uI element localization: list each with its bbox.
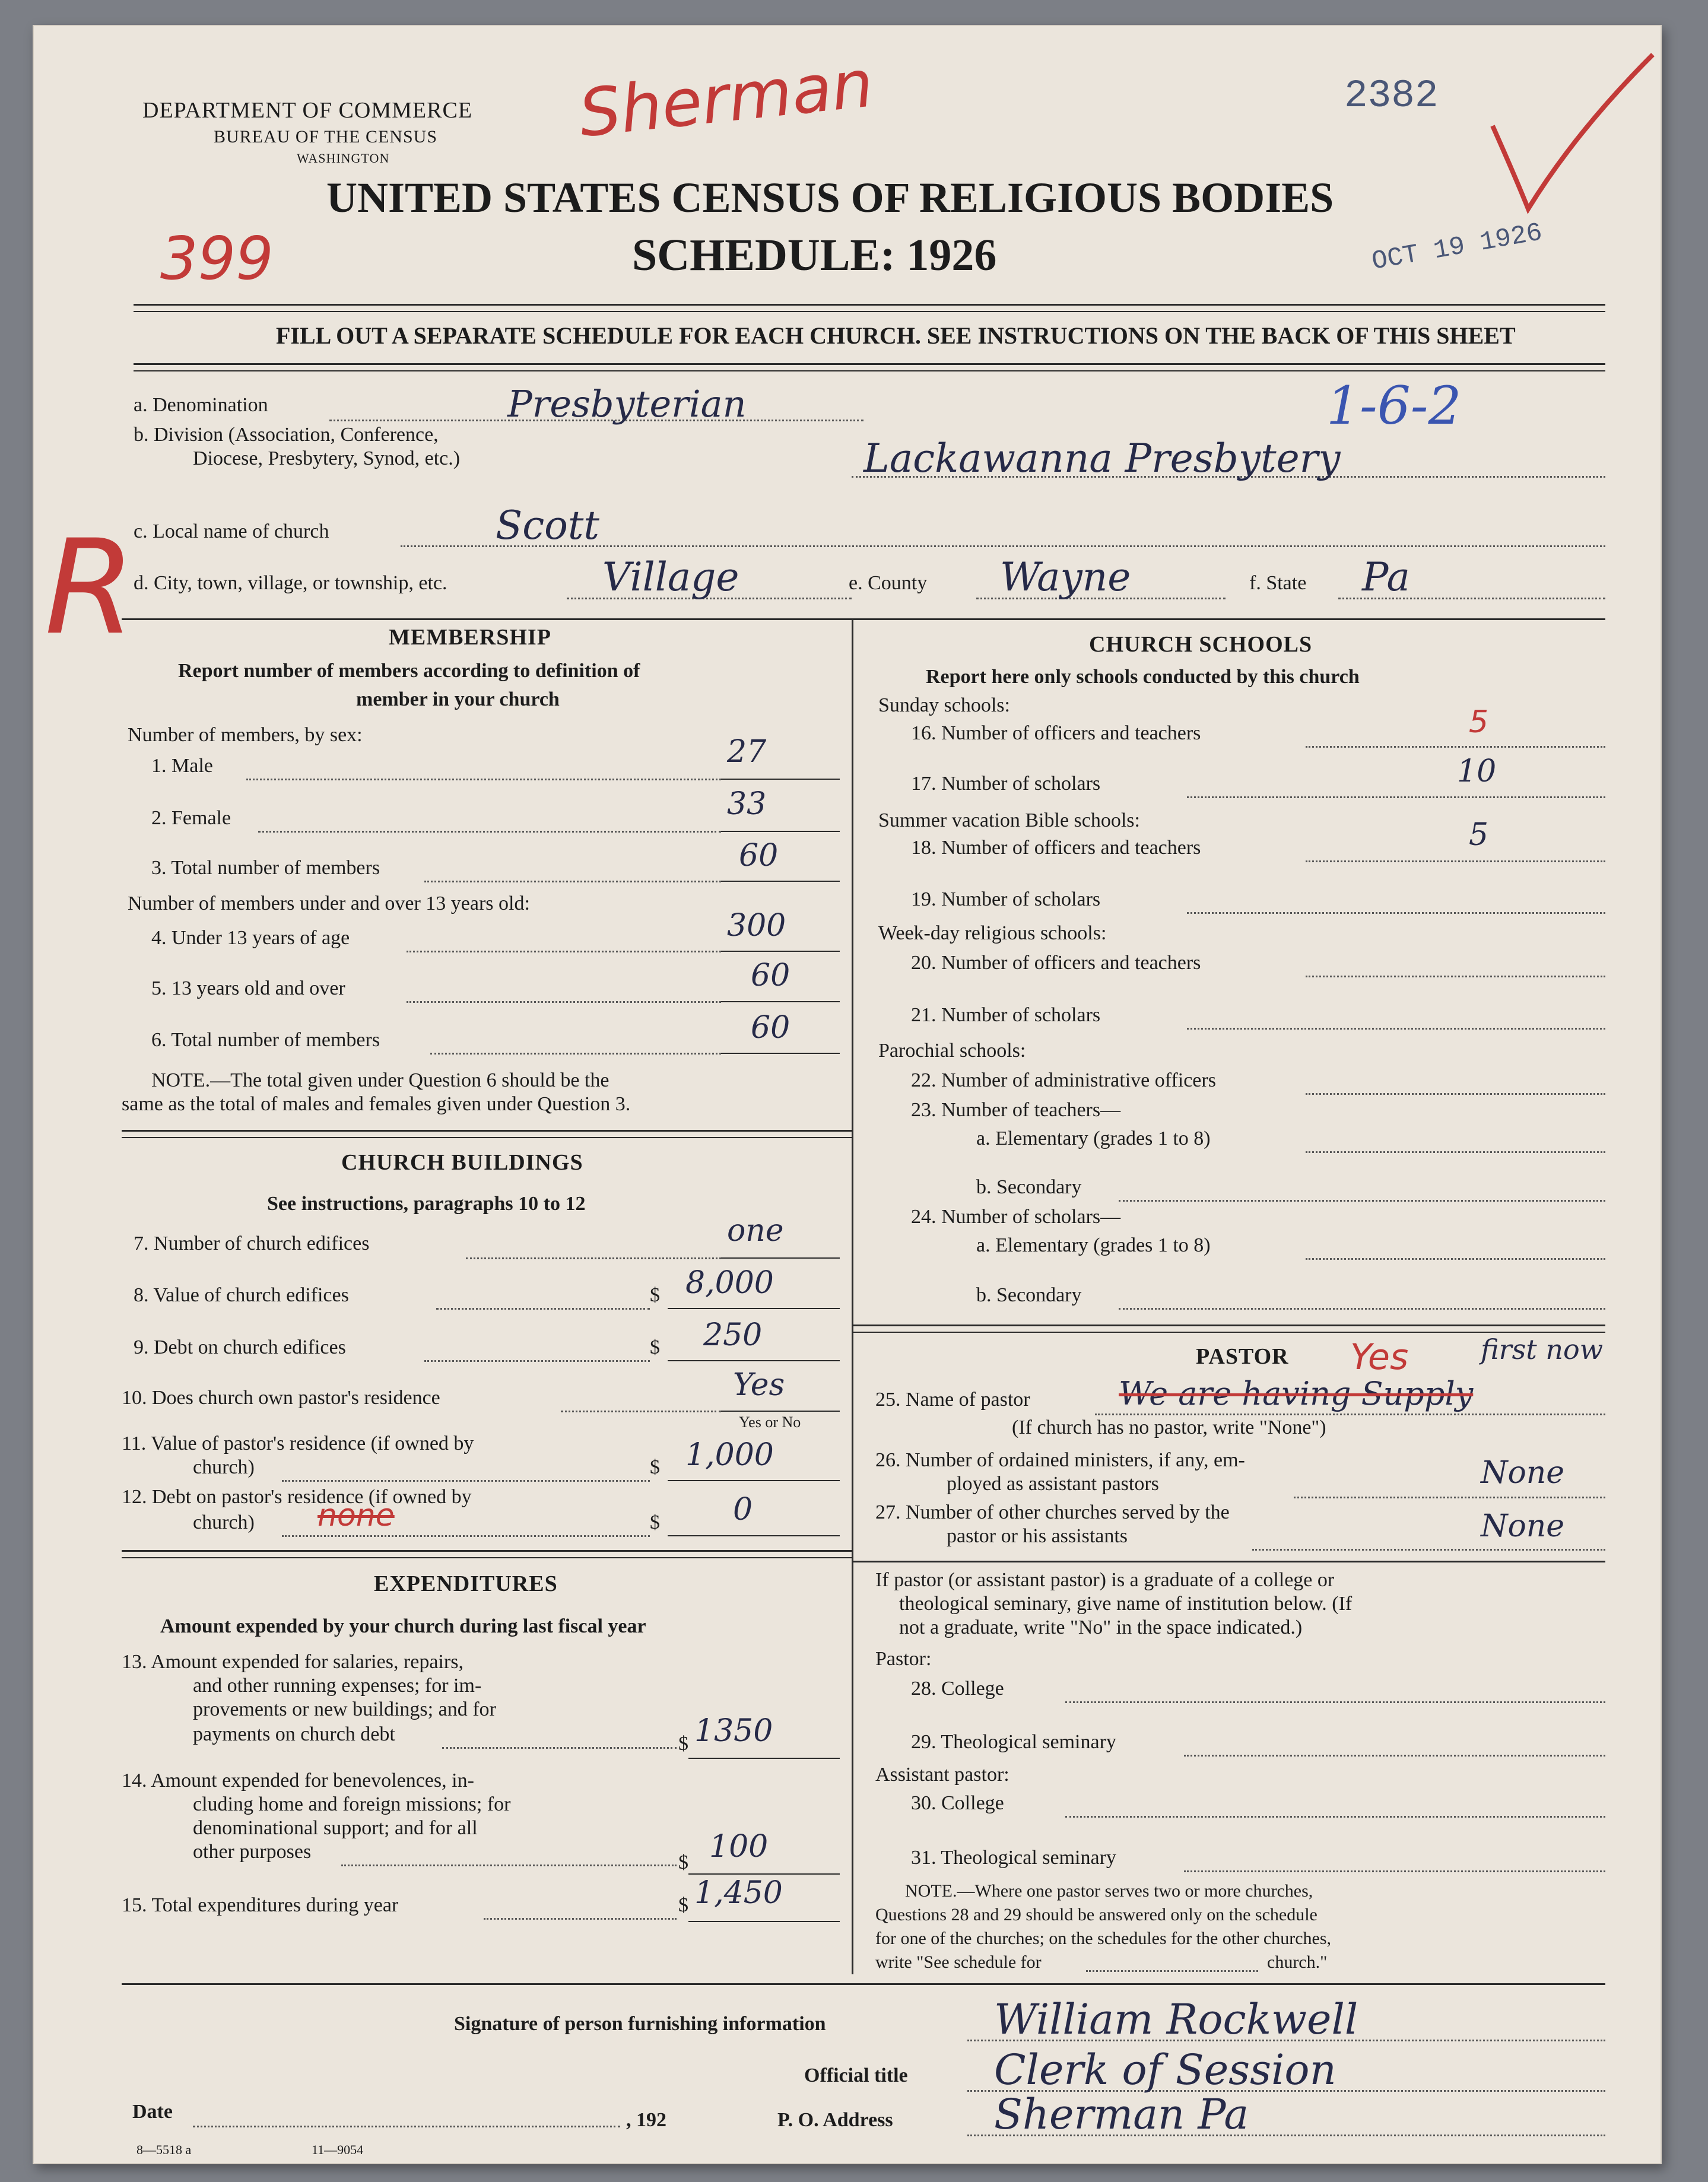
q25-instruction: (If church has no pastor, write "None") bbox=[1012, 1416, 1326, 1438]
division-value: Lackawanna Presbytery bbox=[863, 436, 1341, 481]
red-margin-letter: R bbox=[45, 512, 135, 663]
membership-sub-2: member in your church bbox=[356, 688, 560, 710]
pastor-note-1: NOTE.—Where one pastor serves two or more churches, bbox=[905, 1881, 1313, 1901]
q4-value: 300 bbox=[727, 908, 786, 944]
state-label: f. State bbox=[1249, 572, 1307, 594]
pastor-note-3: for one of the churches; on the schedules for the other churches, bbox=[875, 1929, 1332, 1948]
year-label: , 192 bbox=[626, 2109, 666, 2131]
q8-label: 8. Value of church edifices bbox=[134, 1284, 349, 1306]
q30-label: 30. College bbox=[911, 1792, 1004, 1814]
form-title: UNITED STATES CENSUS OF RELIGIOUS BODIES bbox=[326, 174, 1334, 221]
q8-dollar: $ bbox=[650, 1284, 660, 1306]
handwritten-town-header: Sherman bbox=[575, 45, 877, 152]
pastor-sub-label: Pastor: bbox=[875, 1648, 932, 1670]
q12-value: 0 bbox=[733, 1492, 753, 1527]
q10-label: 10. Does church own pastor's residence bbox=[122, 1387, 440, 1409]
red-check-mark-icon bbox=[1481, 37, 1659, 221]
q9-label: 9. Debt on church edifices bbox=[134, 1336, 346, 1358]
pastor-title: PASTOR bbox=[1196, 1344, 1289, 1369]
po-address-label: P. O. Address bbox=[777, 2109, 893, 2131]
q4-label: 4. Under 13 years of age bbox=[151, 927, 350, 949]
county-label: e. County bbox=[849, 572, 928, 594]
official-title-value: Clerk of Session bbox=[994, 2046, 1336, 2094]
q23b-label: b. Secondary bbox=[976, 1176, 1082, 1198]
membership-note-1: NOTE.—The total given under Question 6 should be the bbox=[151, 1069, 609, 1091]
membership-note-2: same as the total of males and females given under Question 3. bbox=[122, 1093, 631, 1115]
expenditures-sub: Amount expended by your church during last fiscal year bbox=[160, 1615, 646, 1637]
q3-label: 3. Total number of members bbox=[151, 857, 380, 879]
q2-label: 2. Female bbox=[151, 807, 231, 829]
print-number: 11—9054 bbox=[312, 2142, 364, 2157]
q11-value: 1,000 bbox=[685, 1437, 774, 1473]
summer-schools-label: Summer vacation Bible schools: bbox=[878, 809, 1140, 831]
graduate-note-2: theological seminary, give name of institution below. (If bbox=[899, 1593, 1353, 1615]
denomination-label: a. Denomination bbox=[134, 394, 268, 416]
q3-value: 60 bbox=[739, 838, 779, 874]
q29-label: 29. Theological seminary bbox=[911, 1731, 1116, 1753]
q9-dollar: $ bbox=[650, 1336, 660, 1358]
parochial-schools-label: Parochial schools: bbox=[878, 1040, 1026, 1062]
q6-label: 6. Total number of members bbox=[151, 1029, 380, 1051]
q9-value: 250 bbox=[703, 1317, 763, 1353]
q22-label: 22. Number of administrative officers bbox=[911, 1069, 1216, 1091]
q21-label: 21. Number of scholars bbox=[911, 1004, 1101, 1026]
county-value: Wayne bbox=[1000, 554, 1131, 600]
q14-value: 100 bbox=[709, 1829, 769, 1865]
weekday-schools-label: Week-day religious schools: bbox=[878, 922, 1107, 944]
city-line: WASHINGTON bbox=[297, 151, 390, 166]
q20-label: 20. Number of officers and teachers bbox=[911, 952, 1201, 974]
q25-extra-note: first now bbox=[1481, 1333, 1604, 1365]
q25-label: 25. Name of pastor bbox=[875, 1389, 1030, 1411]
q26-value: None bbox=[1481, 1455, 1565, 1491]
q13-label-3: provements or new buildings; and for bbox=[193, 1698, 496, 1720]
q18-label: 18. Number of officers and teachers bbox=[911, 837, 1201, 859]
q31-label: 31. Theological seminary bbox=[911, 1847, 1116, 1869]
census-schedule-sheet bbox=[33, 25, 1662, 2164]
q11-dollar: $ bbox=[650, 1456, 660, 1478]
q24-label: 24. Number of scholars— bbox=[911, 1206, 1121, 1228]
schedule-year-title: SCHEDULE: 1926 bbox=[632, 230, 997, 280]
q7-value: one bbox=[727, 1213, 784, 1249]
q11-label-1: 11. Value of pastor's residence (if owned by bbox=[122, 1433, 474, 1454]
q10-value: Yes bbox=[733, 1367, 785, 1403]
q18-value: 5 bbox=[1469, 817, 1489, 853]
q13-dollar: $ bbox=[678, 1733, 688, 1755]
q19-label: 19. Number of scholars bbox=[911, 888, 1101, 910]
q15-value: 1,450 bbox=[694, 1875, 783, 1911]
by-age-label: Number of members under and over 13 years old: bbox=[128, 893, 530, 914]
signature-label: Signature of person furnishing information bbox=[454, 2013, 826, 2035]
q2-value: 33 bbox=[727, 786, 767, 822]
q13-label-4: payments on church debt bbox=[193, 1723, 395, 1745]
q17-label: 17. Number of scholars bbox=[911, 773, 1101, 795]
by-sex-label: Number of members, by sex: bbox=[128, 724, 363, 746]
sunday-schools-label: Sunday schools: bbox=[878, 694, 1010, 716]
blue-code-mark: 1-6-2 bbox=[1326, 375, 1462, 436]
division-label-1: b. Division (Association, Conference, bbox=[134, 424, 439, 446]
membership-sub-1: Report number of members according to definition of bbox=[178, 660, 640, 682]
q23a-label: a. Elementary (grades 1 to 8) bbox=[976, 1127, 1211, 1149]
local-name-label: c. Local name of church bbox=[134, 520, 329, 542]
membership-title: MEMBERSHIP bbox=[389, 625, 551, 650]
q27-label-2: pastor or his assistants bbox=[947, 1525, 1128, 1547]
q5-label: 5. 13 years old and over bbox=[151, 977, 345, 999]
schools-title: CHURCH SCHOOLS bbox=[1089, 632, 1313, 657]
bureau-line: BUREAU OF THE CENSUS bbox=[214, 127, 437, 147]
city-value: Village bbox=[602, 554, 739, 600]
q10-hint: Yes or No bbox=[739, 1414, 801, 1431]
separate-schedule-instruction: FILL OUT A SEPARATE SCHEDULE FOR EACH CHURCH. SEE INSTRUCTIONS ON THE BACK OF THIS SHEET bbox=[276, 322, 1516, 349]
po-address-value: Sherman Pa bbox=[994, 2090, 1249, 2139]
date-line[interactable] bbox=[193, 2126, 620, 2127]
q27-value: None bbox=[1481, 1508, 1565, 1544]
expenditures-title: EXPENDITURES bbox=[374, 1571, 558, 1596]
buildings-title: CHURCH BUILDINGS bbox=[341, 1150, 583, 1175]
department-line: DEPARTMENT OF COMMERCE bbox=[142, 98, 473, 123]
column-divider bbox=[852, 618, 853, 1974]
pastor-note-5: church." bbox=[1267, 1952, 1328, 1972]
q16-value: 5 bbox=[1469, 704, 1489, 740]
state-value: Pa bbox=[1362, 554, 1410, 600]
q26-label-1: 26. Number of ordained ministers, if any, em- bbox=[875, 1449, 1245, 1471]
denomination-value: Presbyterian bbox=[507, 382, 747, 425]
date-label: Date bbox=[132, 2101, 173, 2123]
q24b-label: b. Secondary bbox=[976, 1284, 1082, 1306]
q13-value: 1350 bbox=[694, 1713, 773, 1749]
division-label-2: Diocese, Presbytery, Synod, etc.) bbox=[193, 447, 461, 469]
q14-label-1: 14. Amount expended for benevolences, in- bbox=[122, 1770, 474, 1792]
q13-label-2: and other running expenses; for im- bbox=[193, 1675, 482, 1697]
q25-value: We are having Supply bbox=[1119, 1375, 1474, 1412]
graduate-note-3: not a graduate, write "No" in the space indicated.) bbox=[899, 1616, 1303, 1638]
q11-label-2: church) bbox=[193, 1456, 255, 1478]
assistant-pastor-label: Assistant pastor: bbox=[875, 1764, 1009, 1786]
pastor-note-4: write "See schedule for bbox=[875, 1952, 1042, 1972]
local-name-value: Scott bbox=[496, 503, 599, 548]
q1-value: 27 bbox=[727, 734, 767, 770]
q12-dollar: $ bbox=[650, 1511, 660, 1533]
q24a-label: a. Elementary (grades 1 to 8) bbox=[976, 1234, 1211, 1256]
q14-label-4: other purposes bbox=[193, 1841, 312, 1863]
q17-value: 10 bbox=[1457, 754, 1497, 789]
official-title-label: Official title bbox=[804, 2065, 908, 2086]
q15-dollar: $ bbox=[678, 1894, 688, 1916]
q15-label: 15. Total expenditures during year bbox=[122, 1894, 399, 1916]
red-file-number: 399 bbox=[160, 224, 274, 293]
q12-label-1: 12. Debt on pastor's residence (if owned by bbox=[122, 1486, 472, 1508]
q7-label: 7. Number of church edifices bbox=[134, 1233, 370, 1254]
schedule-number-stamp: 2382 bbox=[1344, 74, 1439, 118]
q27-label-1: 27. Number of other churches served by the bbox=[875, 1501, 1230, 1523]
received-date-stamp: OCT 19 1926 bbox=[1369, 218, 1545, 277]
q13-label-1: 13. Amount expended for salaries, repairs, bbox=[122, 1651, 463, 1673]
pastor-note-2: Questions 28 and 29 should be answered only on the schedule bbox=[875, 1905, 1317, 1924]
q12-label-2: church) bbox=[193, 1511, 255, 1533]
q8-value: 8,000 bbox=[685, 1265, 774, 1301]
q23-label: 23. Number of teachers— bbox=[911, 1099, 1121, 1121]
q28-label: 28. College bbox=[911, 1678, 1004, 1700]
q14-label-2: cluding home and foreign missions; for bbox=[193, 1793, 511, 1815]
q5-value: 60 bbox=[751, 958, 790, 993]
q14-dollar: $ bbox=[678, 1851, 688, 1873]
q6-value: 60 bbox=[751, 1010, 790, 1046]
q12-crossed-none: none bbox=[318, 1498, 395, 1533]
q1-label: 1. Male bbox=[151, 755, 213, 777]
city-label: d. City, town, village, or township, etc. bbox=[134, 572, 447, 594]
buildings-sub: See instructions, paragraphs 10 to 12 bbox=[267, 1193, 586, 1215]
schools-sub: Report here only schools conducted by this church bbox=[926, 666, 1360, 688]
q14-label-3: denominational support; and for all bbox=[193, 1817, 478, 1839]
q25-red-note: Yes bbox=[1350, 1336, 1409, 1378]
q16-label: 16. Number of officers and teachers bbox=[911, 722, 1201, 744]
form-number: 8—5518 a bbox=[136, 2142, 192, 2157]
signature-value: William Rockwell bbox=[994, 1995, 1358, 2044]
q26-label-2: ployed as assistant pastors bbox=[947, 1473, 1159, 1495]
graduate-note-1: If pastor (or assistant pastor) is a graduate of a college or bbox=[875, 1569, 1335, 1591]
